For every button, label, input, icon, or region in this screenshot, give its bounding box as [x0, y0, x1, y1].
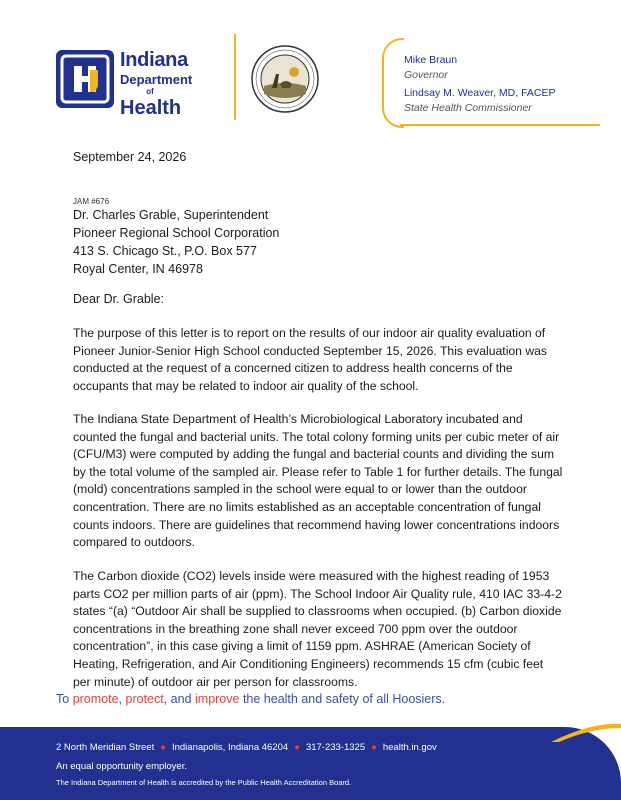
footer-bullet-icon: ● [160, 742, 166, 753]
address-line-2: Pioneer Regional School Corporation [73, 226, 280, 240]
logo-line-department: Department [120, 72, 193, 87]
greeting: Dear Dr. Grable: [73, 292, 165, 306]
letter-reference: JAM #676 [73, 197, 110, 206]
paragraph-co2: The Carbon dioxide (CO2) levels inside were measured with the highest reading of 1953 parts CO2 per million parts of air (ppm). The School Indoor Air Quality rule, 410 IAC 33-4-2 states “(a) “Outdoor Air shall be supplied to classrooms when occupied. (b) Carbon dioxide concentrations in the breathing zone shall never exceed 700 ppm over the outdoor concentration”, in this case giving a limit of 1159 ppm. ASHRAE (American Society of Heating, Refrigeration, and Air Conditioning Engineers) recommends 15 cfm (cubic feet per minute) of outdoor air per person for classrooms. [73, 569, 562, 689]
footer-bullet-icon: ● [371, 742, 377, 753]
tagline-pre: To [56, 692, 73, 706]
logo-line-of: of [146, 87, 154, 96]
tagline-post: the health and safety of all Hoosiers. [239, 692, 446, 706]
footer-accent-swoosh [551, 722, 621, 742]
mission-tagline [56, 692, 445, 706]
indiana-state-logo-icon [56, 50, 114, 108]
letter-date: September 24, 2026 [73, 150, 187, 164]
paragraph-purpose: The purpose of this letter is to report on the results of our indoor air quality evaluation of Pioneer Junior-Senior High School conducted September 15, 2026. This evaluation was conducted at the request of a concerned citizen to address health concerns of the occupants that may be related to indoor air quality of the school. [73, 326, 548, 393]
logo-line-health: Health [120, 97, 182, 119]
commissioner-name: Lindsay M. Weaver, MD, FACEP [404, 87, 556, 99]
footer-contact-line [56, 742, 437, 753]
tagline-promote: promote [72, 692, 119, 706]
header-divider [234, 34, 236, 120]
footer-city: Indianapolis, Indiana 46204 [171, 742, 289, 753]
footer-website: health.in.gov [382, 742, 437, 753]
footer-bullet-icon: ● [294, 742, 300, 753]
logo-line-indiana: Indiana [120, 49, 188, 71]
address-line-4: Royal Center, IN 46978 [73, 262, 203, 276]
commissioner-title: State Health Commissioner [404, 102, 532, 114]
footer-eeo: An equal opportunity employer. [56, 761, 187, 772]
address-line-1: Dr. Charles Grable, Superintendent [73, 208, 269, 222]
officials-bracket-bottom [400, 124, 600, 126]
footer-accreditation: The Indiana Department of Health is accredited by the Public Health Accreditation Board. [56, 778, 352, 787]
governor-name: Mike Braun [404, 54, 458, 66]
footer-phone: 317-233-1325 [305, 742, 366, 753]
tagline-improve: improve [195, 692, 240, 706]
tagline-sep-2: , and [163, 692, 195, 706]
governor-title: Governor [404, 69, 448, 81]
paragraph-microbiology: The Indiana State Department of Health’s Microbiological Laboratory incubated and counted the fungal and bacterial units. The total colony forming units per cubic meter of air (CFU/M3) were computed by adding the fungal and bacterial counts and dividing the sum by the total volume of the sampled air. Please refer to Table 1 for further details. The fungal (mold) concentrations sampled in the school were equal to or lower than the outdoor concentration. There are no limits established as an acceptable concentration of fungal counts indoors. There are guidelines that recommend having lower concentrations indoors compared to outdoors. [73, 412, 563, 550]
state-seal-icon [250, 44, 320, 114]
tagline-sep-1: , [118, 692, 126, 706]
address-line-3: 413 S. Chicago St., P.O. Box 577 [73, 244, 257, 258]
idoh-logo [56, 46, 216, 119]
tagline-protect: protect [125, 692, 164, 706]
officials-block [382, 38, 610, 126]
footer-street: 2 North Meridian Street [56, 742, 155, 753]
officials-bracket [382, 38, 404, 128]
